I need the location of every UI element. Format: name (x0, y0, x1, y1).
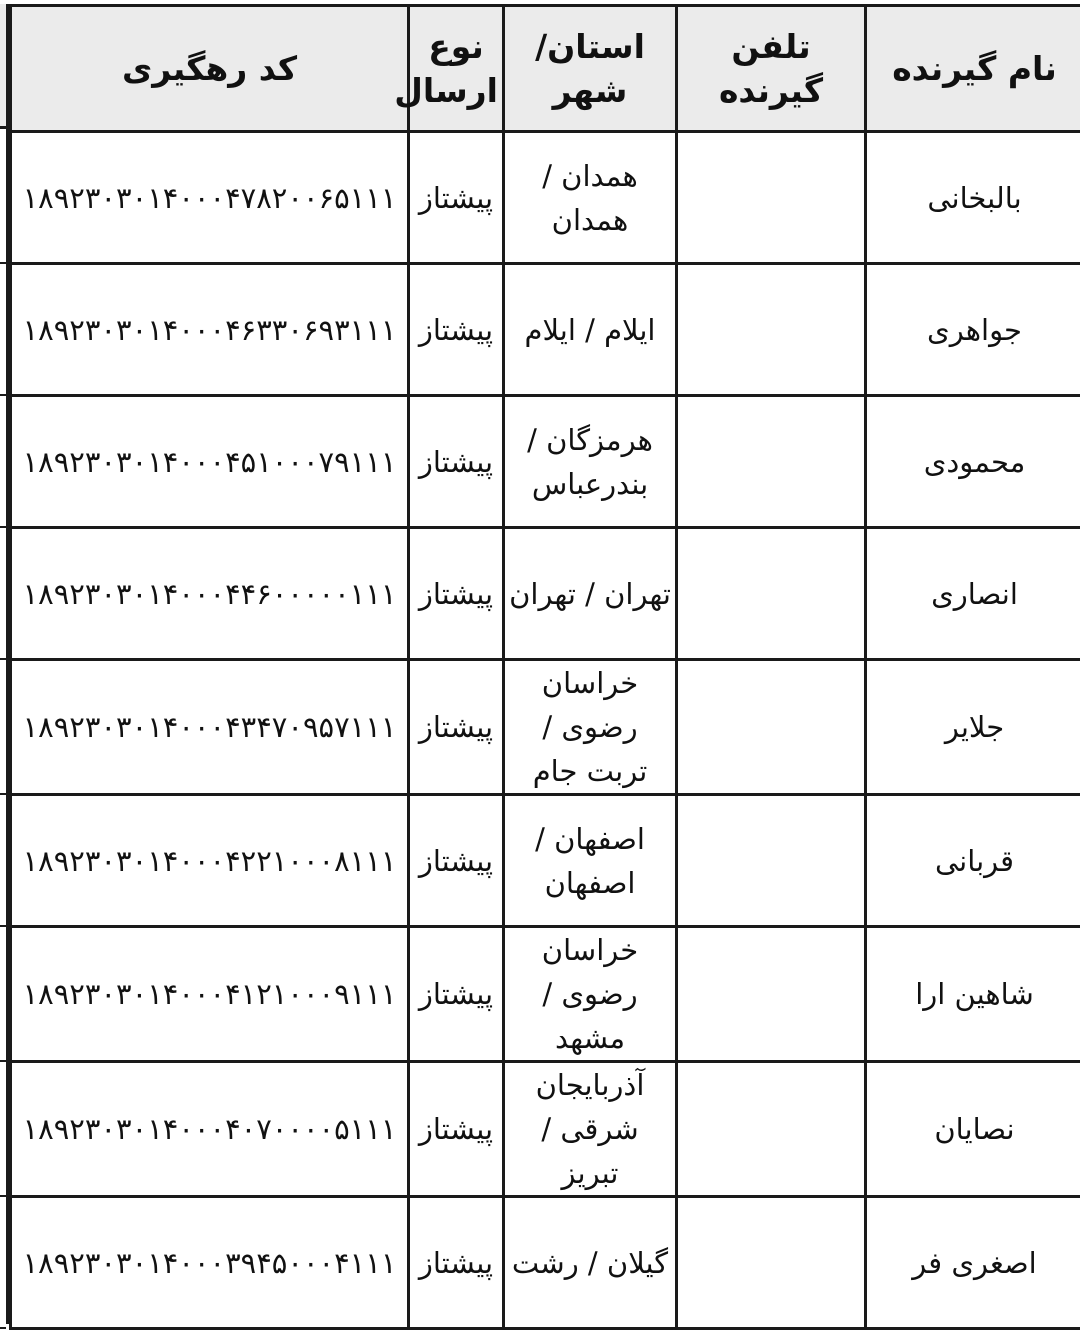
recipient-phone-cell (677, 132, 866, 264)
recipient-phone-cell (677, 264, 866, 396)
tracking-code-cell: ۱۸۹۲۳۰۳۰۱۴۰۰۰۳۹۴۵۰۰۰۴۱۱۱ (11, 1197, 409, 1329)
table-row (11, 1197, 1080, 1329)
adjacent-row-tick (0, 394, 6, 396)
table-row (11, 927, 1080, 1062)
adjacent-row-tick (0, 925, 6, 927)
province-city-cell: گیلان / رشت (504, 1197, 677, 1329)
province-city-cell: اصفهان / اصفهان (504, 795, 677, 927)
tracking-code-cell: ۱۸۹۲۳۰۳۰۱۴۰۰۰۴۷۸۲۰۰۶۵۱۱۱ (11, 132, 409, 264)
shipping-type-cell: پیشتاز (409, 660, 504, 795)
recipient-name-cell: قربانی (866, 795, 1080, 927)
recipient-phone-cell (677, 396, 866, 528)
table-row (11, 528, 1080, 660)
table-row (11, 132, 1080, 264)
province-city-cell: هرمزگان / بندرعباس (504, 396, 677, 528)
adjacent-row-tick (0, 526, 6, 528)
recipient-name-cell: جواهری (866, 264, 1080, 396)
province-city-cell: آذربایجان شرقی / تبریز (504, 1062, 677, 1197)
recipient-name-cell: محمودی (866, 396, 1080, 528)
province-city-cell: خراسان رضوی / تربت جام (504, 660, 677, 795)
table-row (11, 660, 1080, 795)
adjacent-row-tick (0, 658, 6, 660)
table-row (11, 1062, 1080, 1197)
tracking-code-cell: ۱۸۹۲۳۰۳۰۱۴۰۰۰۴۶۳۳۰۶۹۳۱۱۱ (11, 264, 409, 396)
province-city-cell: همدان / همدان (504, 132, 677, 264)
recipient-phone-cell (677, 1062, 866, 1197)
adjacent-row-tick (0, 262, 6, 264)
shipping-type-cell: پیشتاز (409, 1197, 504, 1329)
header-recipient-phone: تلفن گیرنده (677, 6, 866, 132)
recipient-name-cell: نصایان (866, 1062, 1080, 1197)
shipping-type-cell: پیشتاز (409, 528, 504, 660)
recipient-phone-cell (677, 528, 866, 660)
tracking-code-cell: ۱۸۹۲۳۰۳۰۱۴۰۰۰۴۲۲۱۰۰۰۸۱۱۱ (11, 795, 409, 927)
province-city-cell: تهران / تهران (504, 528, 677, 660)
province-city-cell: ایلام / ایلام (504, 264, 677, 396)
header-province-city: استان/ شهر (504, 6, 677, 132)
adjacent-row-tick (0, 1195, 6, 1197)
recipient-name-cell: جلایر (866, 660, 1080, 795)
tracking-code-cell: ۱۸۹۲۳۰۳۰۱۴۰۰۰۴۴۶۰۰۰۰۰۱۱۱ (11, 528, 409, 660)
table-row (11, 264, 1080, 396)
shipping-type-cell: پیشتاز (409, 1062, 504, 1197)
shipping-type-cell: پیشتاز (409, 795, 504, 927)
header-recipient-name: نام گیرنده (866, 6, 1080, 132)
table-row (11, 396, 1080, 528)
shipping-type-cell: پیشتاز (409, 264, 504, 396)
recipient-name-cell: انصاری (866, 528, 1080, 660)
shipments-table (9, 4, 1080, 1330)
shipping-type-cell: پیشتاز (409, 396, 504, 528)
header-shipping-type: نوع ارسال (409, 6, 504, 132)
header-tracking-code: کد رهگیری (11, 6, 409, 132)
adjacent-row-tick (0, 1327, 6, 1329)
tracking-code-cell: ۱۸۹۲۳۰۳۰۱۴۰۰۰۴۱۲۱۰۰۰۹۱۱۱ (11, 927, 409, 1062)
recipient-name-cell: اصغری فر (866, 1197, 1080, 1329)
recipient-phone-cell (677, 660, 866, 795)
adjacent-column-header (0, 4, 6, 129)
recipient-phone-cell (677, 795, 866, 927)
tracking-code-cell: ۱۸۹۲۳۰۳۰۱۴۰۰۰۴۰۷۰۰۰۰۵۱۱۱ (11, 1062, 409, 1197)
adjacent-row-tick (0, 1060, 6, 1062)
tracking-code-cell: ۱۸۹۲۳۰۳۰۱۴۰۰۰۴۵۱۰۰۰۷۹۱۱۱ (11, 396, 409, 528)
recipient-name-cell: بالبخانی (866, 132, 1080, 264)
table-row (11, 795, 1080, 927)
adjacent-column-edge (0, 4, 9, 1324)
shipping-type-cell: پیشتاز (409, 927, 504, 1062)
header-row (11, 6, 1080, 132)
adjacent-row-tick (0, 793, 6, 795)
province-city-cell: خراسان رضوی / مشهد (504, 927, 677, 1062)
recipient-phone-cell (677, 1197, 866, 1329)
recipient-phone-cell (677, 927, 866, 1062)
tracking-code-cell: ۱۸۹۲۳۰۳۰۱۴۰۰۰۴۳۴۷۰۹۵۷۱۱۱ (11, 660, 409, 795)
recipient-name-cell: شاهین ارا (866, 927, 1080, 1062)
shipping-type-cell: پیشتاز (409, 132, 504, 264)
